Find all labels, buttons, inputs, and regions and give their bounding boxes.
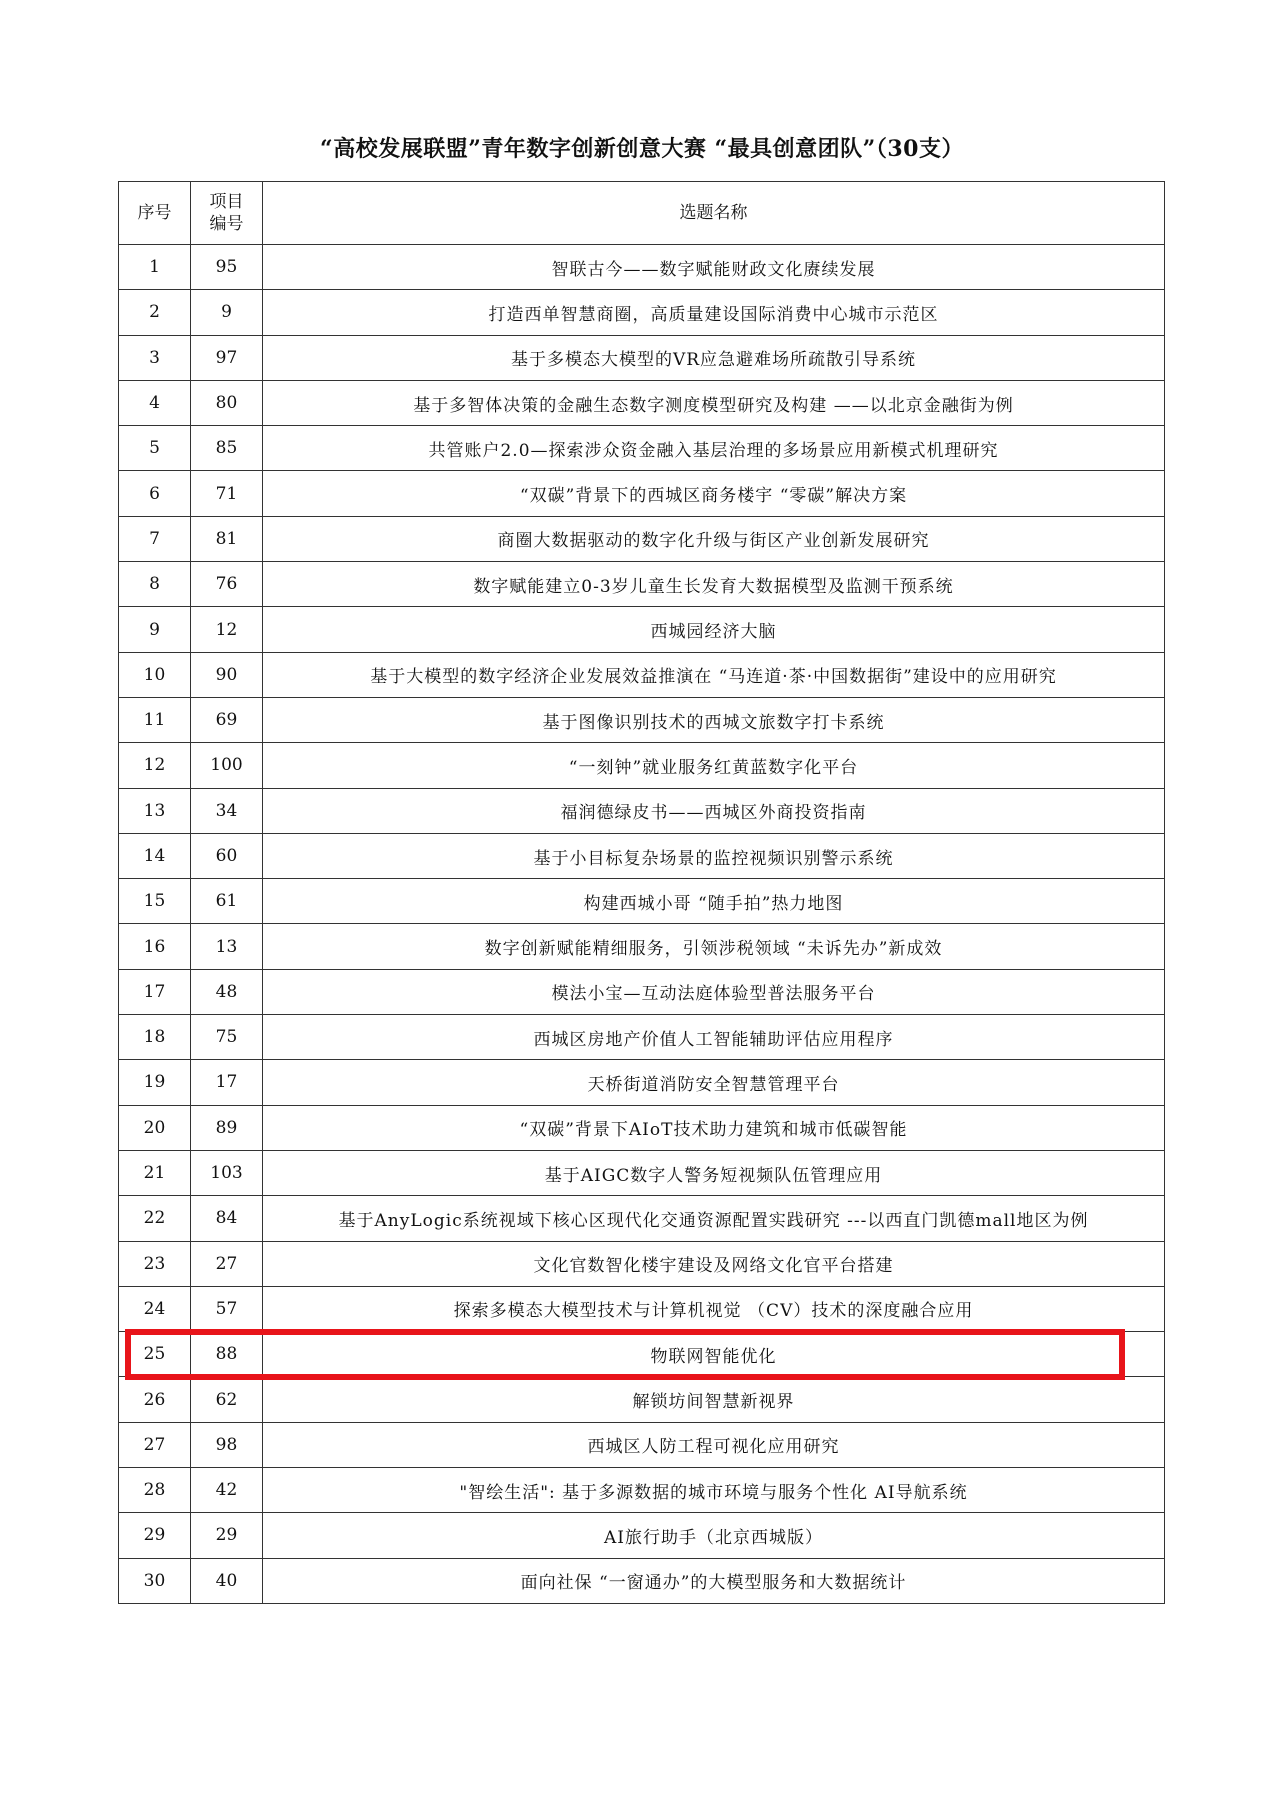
project-number-cell: 34 [191,788,263,833]
table-row [119,1015,1165,1060]
table-row [119,516,1165,561]
project-number-cell: 40 [191,1558,263,1603]
seq-cell: 3 [119,335,191,380]
project-number-cell: 12 [191,607,263,652]
topic-name-cell: 基于图像识别技术的西城文旅数字打卡系统 [263,697,1165,742]
seq-cell: 25 [119,1332,191,1377]
table-row [119,562,1165,607]
topic-name-cell: 共管账户2.0—探索涉众资金融入基层治理的多场景应用新模式机理研究 [263,426,1165,471]
topic-name-cell: 解锁坊间智慧新视界 [263,1377,1165,1422]
table-row [119,1422,1165,1467]
topic-name-cell: 基于大模型的数字经济企业发展效益推演在 “马连道·茶·中国数据街”建设中的应用研究 [263,652,1165,697]
header-project-number-line1: 项目 [209,192,244,212]
topic-name-cell: 西城区人防工程可视化应用研究 [263,1422,1165,1467]
seq-cell: 17 [119,969,191,1014]
topic-name-cell: 基于多智体决策的金融生态数字测度模型研究及构建 ——以北京金融街为例 [263,380,1165,425]
project-number-cell: 75 [191,1015,263,1060]
seq-cell: 13 [119,788,191,833]
table-row [119,1241,1165,1286]
project-number-cell: 95 [191,245,263,290]
project-number-cell: 13 [191,924,263,969]
table-row [119,969,1165,1014]
seq-cell: 22 [119,1196,191,1241]
seq-cell: 28 [119,1468,191,1513]
seq-cell: 18 [119,1015,191,1060]
topic-name-cell: 商圈大数据驱动的数字化升级与街区产业创新发展研究 [263,516,1165,561]
seq-cell: 30 [119,1558,191,1603]
topic-name-cell: 数字赋能建立0-3岁儿童生长发育大数据模型及监测干预系统 [263,562,1165,607]
table-row [119,1558,1165,1603]
header-project-number-line2: 编号 [209,214,244,234]
table-row [119,697,1165,742]
project-number-cell: 69 [191,697,263,742]
table-row [119,1332,1165,1377]
table-row [119,1105,1165,1150]
table-row [119,290,1165,335]
seq-cell: 6 [119,471,191,516]
seq-cell: 15 [119,879,191,924]
topic-name-cell: 基于小目标复杂场景的监控视频识别警示系统 [263,833,1165,878]
seq-cell: 21 [119,1150,191,1195]
table-row [119,788,1165,833]
topic-name-cell: 面向社保 “一窗通办”的大模型服务和大数据统计 [263,1558,1165,1603]
project-number-cell: 57 [191,1286,263,1331]
project-number-cell: 84 [191,1196,263,1241]
table-row [119,335,1165,380]
document-title: “高校发展联盟”青年数字创新创意大赛 “最具创意团队”（30支） [320,136,964,162]
topic-name-cell: 数字创新赋能精细服务，引领涉税领域 “未诉先办”新成效 [263,924,1165,969]
table-row [119,1513,1165,1558]
topic-name-cell: 福润德绿皮书——西城区外商投资指南 [263,788,1165,833]
project-number-cell: 42 [191,1468,263,1513]
table-row [119,743,1165,788]
topic-name-cell: 基于AnyLogic系统视域下核心区现代化交通资源配置实践研究 ---以西直门凯德mall地区为例 [263,1196,1165,1241]
topic-name-cell: AI旅行助手（北京西城版） [263,1513,1165,1558]
project-number-cell: 98 [191,1422,263,1467]
table-row [119,380,1165,425]
seq-cell: 5 [119,426,191,471]
project-number-cell: 80 [191,380,263,425]
topic-name-cell: 模法小宝—互动法庭体验型普法服务平台 [263,969,1165,1014]
seq-cell: 12 [119,743,191,788]
table-row [119,1196,1165,1241]
topic-name-cell: 天桥街道消防安全智慧管理平台 [263,1060,1165,1105]
seq-cell: 20 [119,1105,191,1150]
seq-cell: 4 [119,380,191,425]
project-number-cell: 17 [191,1060,263,1105]
project-number-cell: 88 [191,1332,263,1377]
topic-name-cell: “双碳”背景下AIoT技术助力建筑和城市低碳智能 [263,1105,1165,1150]
topic-name-cell: “双碳”背景下的西城区商务楼宇 “零碳”解决方案 [263,471,1165,516]
topic-name-cell: 文化官数智化楼宇建设及网络文化官平台搭建 [263,1241,1165,1286]
project-number-cell: 100 [191,743,263,788]
table-row [119,1468,1165,1513]
header-topic-name: 选题名称 [263,182,1165,245]
team-list-table [118,181,1165,1604]
table-row [119,471,1165,516]
project-number-cell: 81 [191,516,263,561]
table-header-row [119,182,1165,245]
topic-name-cell: “一刻钟”就业服务红黄蓝数字化平台 [263,743,1165,788]
project-number-cell: 103 [191,1150,263,1195]
table-row [119,652,1165,697]
project-number-cell: 48 [191,969,263,1014]
table-row [119,1060,1165,1105]
topic-name-cell: 打造西单智慧商圈，高质量建设国际消费中心城市示范区 [263,290,1165,335]
project-number-cell: 29 [191,1513,263,1558]
topic-name-cell: 智联古今——数字赋能财政文化赓续发展 [263,245,1165,290]
seq-cell: 16 [119,924,191,969]
seq-cell: 10 [119,652,191,697]
table-row [119,1150,1165,1195]
project-number-cell: 9 [191,290,263,335]
topic-name-cell: 构建西城小哥 “随手拍”热力地图 [263,879,1165,924]
project-number-cell: 60 [191,833,263,878]
project-number-cell: 97 [191,335,263,380]
table-row [119,924,1165,969]
project-number-cell: 85 [191,426,263,471]
seq-cell: 7 [119,516,191,561]
header-seq: 序号 [119,182,191,245]
seq-cell: 2 [119,290,191,335]
seq-cell: 29 [119,1513,191,1558]
topic-name-cell: 探索多模态大模型技术与计算机视觉 （CV）技术的深度融合应用 [263,1286,1165,1331]
topic-name-cell: 物联网智能优化 [263,1332,1165,1377]
seq-cell: 9 [119,607,191,652]
project-number-cell: 71 [191,471,263,516]
topic-name-cell: 西城园经济大脑 [263,607,1165,652]
table-row [119,1377,1165,1422]
seq-cell: 24 [119,1286,191,1331]
project-number-cell: 61 [191,879,263,924]
project-number-cell: 62 [191,1377,263,1422]
project-number-cell: 27 [191,1241,263,1286]
seq-cell: 19 [119,1060,191,1105]
table-row [119,879,1165,924]
seq-cell: 11 [119,697,191,742]
topic-name-cell: "智绘生活": 基于多源数据的城市环境与服务个性化 AI导航系统 [263,1468,1165,1513]
seq-cell: 8 [119,562,191,607]
topic-name-cell: 基于AIGC数字人警务短视频队伍管理应用 [263,1150,1165,1195]
table-row [119,245,1165,290]
header-project-number [191,182,263,245]
project-number-cell: 90 [191,652,263,697]
seq-cell: 26 [119,1377,191,1422]
seq-cell: 1 [119,245,191,290]
project-number-cell: 76 [191,562,263,607]
table-row [119,1286,1165,1331]
topic-name-cell: 基于多模态大模型的VR应急避难场所疏散引导系统 [263,335,1165,380]
seq-cell: 23 [119,1241,191,1286]
table-row [119,607,1165,652]
project-number-cell: 89 [191,1105,263,1150]
table-row [119,833,1165,878]
table-row [119,426,1165,471]
seq-cell: 14 [119,833,191,878]
seq-cell: 27 [119,1422,191,1467]
topic-name-cell: 西城区房地产价值人工智能辅助评估应用程序 [263,1015,1165,1060]
